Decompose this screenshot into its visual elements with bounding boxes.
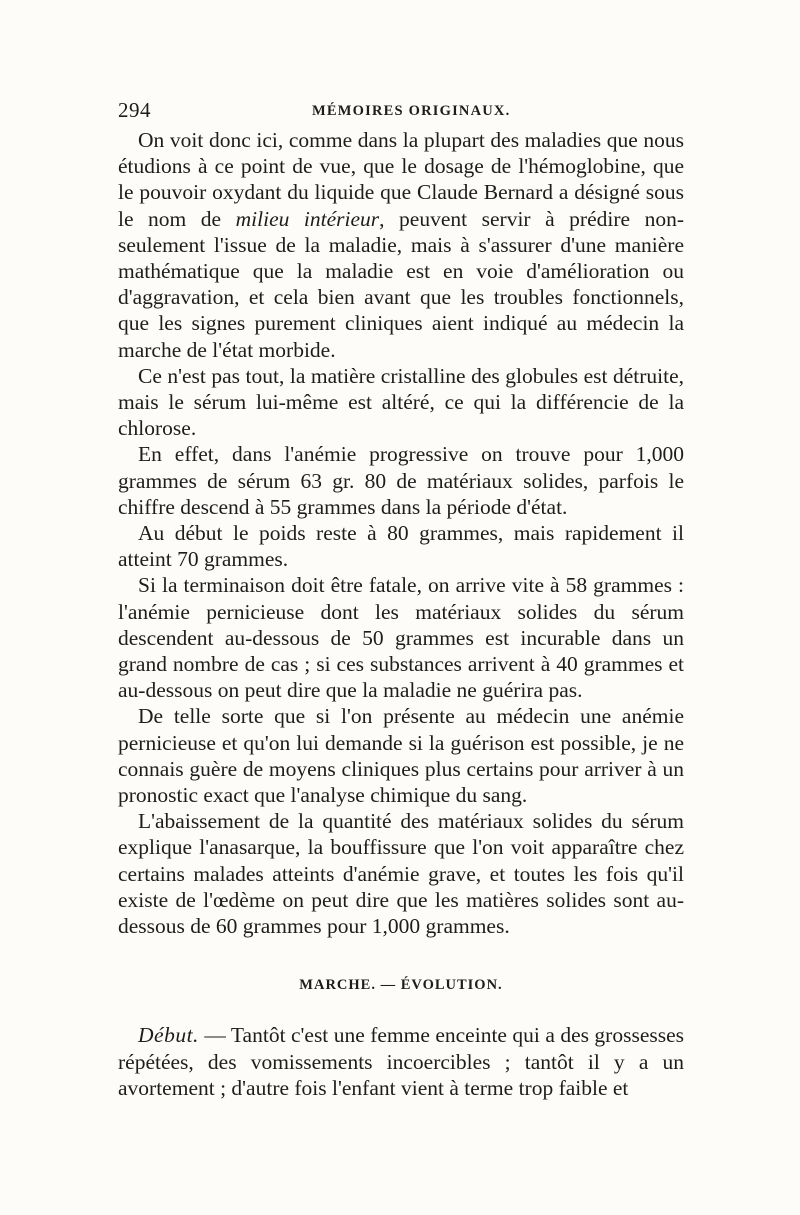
paragraph <box>118 127 684 363</box>
paragraph-text: , peuvent servir à prédire non-seulement l'issue de la maladie, mais à s'assurer d'une manière mathématique que la maladie est en voie d'amélioration ou d'aggravation, et cela bien avant que les troubles fonctionnels, que les signes purement cliniques aient indiqué au médecin la marche de l'état morbide. <box>118 206 684 362</box>
paragraph: L'abaissement de la quantité des matériaux solides du sérum explique l'anasarque, la bouffissure que l'on voit apparaître chez certains malades atteints d'anémie grave, et toutes les fois qu'il existe de l'œdème on peut dire que les matières solides sont au-dessous de 60 grammes pour 1,000 grammes. <box>118 809 684 939</box>
page-header <box>118 98 684 124</box>
paragraph-lead: Début. <box>138 1023 199 1048</box>
emphasis-text: milieu intérieur <box>235 206 380 231</box>
paragraph: En effet, dans l'anémie progressive on trouve pour 1,000 grammes de sérum 63 gr. 80 de matériaux solides, parfois le chiffre descend à 55 grammes dans la période d'état. <box>118 442 684 519</box>
paragraph-text: — Tantôt c'est une femme enceinte qui a des grossesses répétées, des vomissements incoercibles ; tantôt il y a un avortement ; d'autre fois l'enfant vient à terme trop faible et <box>118 1023 684 1100</box>
body-text <box>118 127 684 1101</box>
final-paragraph-block <box>118 1022 684 1101</box>
paragraph-text: On voit donc ici, comme dans la plupart des maladies que nous étudions à ce point de vue, que le dosage de l'hémoglobine, que le pouvoir oxydant du liquide que Claude Bernard a désigné sous le nom de <box>118 128 684 231</box>
paragraph <box>118 1022 684 1101</box>
section-heading: MARCHE. — ÉVOLUTION. <box>299 977 503 994</box>
page-number: 294 <box>118 98 151 122</box>
paragraph: Au début le poids reste à 80 grammes, mais rapidement il atteint 70 grammes. <box>118 521 684 572</box>
paragraph: De telle sorte que si l'on présente au médecin une anémie pernicieuse et qu'on lui demande si la guérison est possible, je ne connais guère de moyens cliniques plus certains pour arriver à un pronostic exact que l'analyse chimique du sang. <box>118 704 684 808</box>
paragraph: Si la terminaison doit être fatale, on arrive vite à 58 grammes : l'anémie pernicieuse dont les matériaux solides du sérum descendent au-dessous de 50 grammes est incurable dans un grand nombre de cas ; si ces substances arrivent à 40 grammes et au-dessous on peut dire que la maladie ne guérira pas. <box>118 573 684 703</box>
paragraph: Ce n'est pas tout, la matière cristalline des globules est détruite, mais le sérum lui-même est altéré, ce qui la différencie de la chlorose. <box>118 363 684 441</box>
running-title: MÉMOIRES ORIGINAUX. <box>312 103 511 119</box>
